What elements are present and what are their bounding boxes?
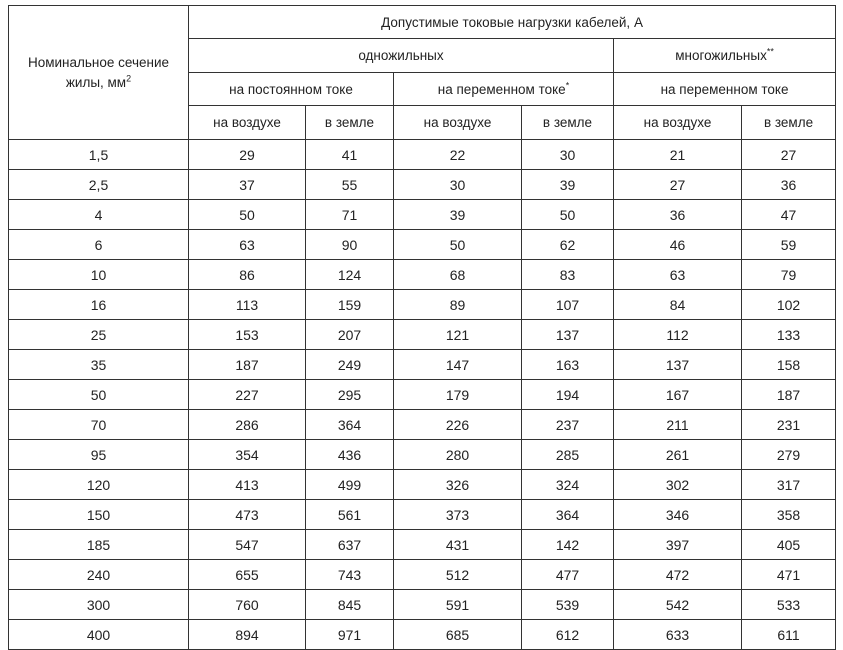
current-value-cell: 41 — [306, 140, 394, 170]
table-row — [9, 170, 836, 200]
subheader-ac-multi: на переменном токе — [614, 73, 836, 106]
current-value-cell: 107 — [522, 290, 614, 320]
squared-superscript: 2 — [126, 73, 132, 83]
cross-section-cell: 150 — [9, 500, 189, 530]
cross-section-cell: 6 — [9, 230, 189, 260]
footnote-mark-single: * — [565, 80, 570, 90]
current-value-cell: 971 — [306, 620, 394, 650]
current-value-cell: 542 — [614, 590, 742, 620]
current-value-cell: 158 — [742, 350, 836, 380]
table-row — [9, 260, 836, 290]
current-value-cell: 50 — [189, 200, 306, 230]
current-value-cell: 89 — [394, 290, 522, 320]
current-value-cell: 22 — [394, 140, 522, 170]
table-row — [9, 590, 836, 620]
current-value-cell: 187 — [742, 380, 836, 410]
cross-section-cell: 35 — [9, 350, 189, 380]
group-header-multi-core-label: многожильных — [675, 48, 767, 63]
current-value-cell: 473 — [189, 500, 306, 530]
current-value-cell: 533 — [742, 590, 836, 620]
current-value-cell: 317 — [742, 470, 836, 500]
table-title: Допустимые токовые нагрузки кабелей, А — [189, 6, 836, 39]
table-row — [9, 530, 836, 560]
current-value-cell: 55 — [306, 170, 394, 200]
subheader-ac-single-label: на переменном токе — [437, 81, 566, 97]
current-value-cell: 39 — [394, 200, 522, 230]
current-value-cell: 591 — [394, 590, 522, 620]
current-value-cell: 47 — [742, 200, 836, 230]
current-value-cell: 499 — [306, 470, 394, 500]
current-value-cell: 27 — [614, 170, 742, 200]
current-value-cell: 63 — [614, 260, 742, 290]
current-value-cell: 436 — [306, 440, 394, 470]
current-value-cell: 113 — [189, 290, 306, 320]
current-value-cell: 346 — [614, 500, 742, 530]
current-value-cell: 30 — [522, 140, 614, 170]
cross-section-cell: 50 — [9, 380, 189, 410]
cross-section-cell: 95 — [9, 440, 189, 470]
col-header-air: на воздухе — [614, 106, 742, 140]
current-value-cell: 179 — [394, 380, 522, 410]
current-value-cell: 894 — [189, 620, 306, 650]
current-value-cell: 685 — [394, 620, 522, 650]
current-value-cell: 354 — [189, 440, 306, 470]
current-value-cell: 50 — [394, 230, 522, 260]
cross-section-cell: 400 — [9, 620, 189, 650]
current-value-cell: 231 — [742, 410, 836, 440]
current-value-cell: 358 — [742, 500, 836, 530]
table-row — [9, 230, 836, 260]
current-value-cell: 477 — [522, 560, 614, 590]
current-value-cell: 124 — [306, 260, 394, 290]
table-row — [9, 290, 836, 320]
col-header-air: на воздухе — [394, 106, 522, 140]
current-value-cell: 285 — [522, 440, 614, 470]
current-value-cell: 845 — [306, 590, 394, 620]
current-value-cell: 62 — [522, 230, 614, 260]
col-header-ground: в земле — [522, 106, 614, 140]
cross-section-cell: 2,5 — [9, 170, 189, 200]
current-value-cell: 59 — [742, 230, 836, 260]
cross-section-header-line1: Номинальное сечение — [27, 54, 170, 70]
current-value-cell: 743 — [306, 560, 394, 590]
table-row — [9, 440, 836, 470]
current-value-cell: 286 — [189, 410, 306, 440]
cross-section-cell: 185 — [9, 530, 189, 560]
current-value-cell: 68 — [394, 260, 522, 290]
current-value-cell: 211 — [614, 410, 742, 440]
current-value-cell: 364 — [522, 500, 614, 530]
table-row — [9, 620, 836, 650]
current-value-cell: 153 — [189, 320, 306, 350]
current-value-cell: 163 — [522, 350, 614, 380]
current-value-cell: 397 — [614, 530, 742, 560]
current-value-cell: 159 — [306, 290, 394, 320]
current-value-cell: 226 — [394, 410, 522, 440]
cross-section-cell: 300 — [9, 590, 189, 620]
current-value-cell: 547 — [189, 530, 306, 560]
table-row — [9, 410, 836, 440]
current-value-cell: 102 — [742, 290, 836, 320]
current-value-cell: 27 — [742, 140, 836, 170]
current-value-cell: 279 — [742, 440, 836, 470]
current-value-cell: 249 — [306, 350, 394, 380]
subheader-ac-single — [394, 73, 614, 106]
cross-section-cell: 70 — [9, 410, 189, 440]
current-value-cell: 227 — [189, 380, 306, 410]
cross-section-cell: 10 — [9, 260, 189, 290]
current-value-cell: 655 — [189, 560, 306, 590]
current-value-cell: 194 — [522, 380, 614, 410]
current-value-cell: 39 — [522, 170, 614, 200]
current-value-cell: 83 — [522, 260, 614, 290]
cross-section-cell: 120 — [9, 470, 189, 500]
current-value-cell: 21 — [614, 140, 742, 170]
current-value-cell: 471 — [742, 560, 836, 590]
current-value-cell: 46 — [614, 230, 742, 260]
table-row — [9, 350, 836, 380]
current-value-cell: 63 — [189, 230, 306, 260]
current-value-cell: 472 — [614, 560, 742, 590]
col-header-ground: в земле — [306, 106, 394, 140]
table-row — [9, 140, 836, 170]
cross-section-cell: 4 — [9, 200, 189, 230]
current-value-cell: 187 — [189, 350, 306, 380]
cross-section-header — [9, 6, 189, 140]
cable-load-table — [8, 5, 836, 650]
current-value-cell: 147 — [394, 350, 522, 380]
footnote-mark-double: ** — [766, 46, 774, 57]
current-value-cell: 79 — [742, 260, 836, 290]
current-value-cell: 207 — [306, 320, 394, 350]
table-row — [9, 470, 836, 500]
table-body — [9, 140, 836, 650]
current-value-cell: 611 — [742, 620, 836, 650]
subheader-dc: на постоянном токе — [189, 73, 394, 106]
table-row — [9, 200, 836, 230]
current-value-cell: 261 — [614, 440, 742, 470]
table-row — [9, 320, 836, 350]
current-value-cell: 167 — [614, 380, 742, 410]
current-value-cell: 237 — [522, 410, 614, 440]
current-value-cell: 137 — [522, 320, 614, 350]
current-value-cell: 137 — [614, 350, 742, 380]
current-value-cell: 86 — [189, 260, 306, 290]
current-value-cell: 364 — [306, 410, 394, 440]
current-value-cell: 760 — [189, 590, 306, 620]
current-value-cell: 612 — [522, 620, 614, 650]
current-value-cell: 373 — [394, 500, 522, 530]
current-value-cell: 71 — [306, 200, 394, 230]
current-value-cell: 90 — [306, 230, 394, 260]
current-value-cell: 36 — [614, 200, 742, 230]
current-value-cell: 121 — [394, 320, 522, 350]
col-header-air: на воздухе — [189, 106, 306, 140]
current-value-cell: 84 — [614, 290, 742, 320]
table-row — [9, 500, 836, 530]
current-value-cell: 633 — [614, 620, 742, 650]
current-value-cell: 539 — [522, 590, 614, 620]
current-value-cell: 295 — [306, 380, 394, 410]
current-value-cell: 37 — [189, 170, 306, 200]
current-value-cell: 324 — [522, 470, 614, 500]
table-row — [9, 560, 836, 590]
cross-section-cell: 1,5 — [9, 140, 189, 170]
table-row — [9, 380, 836, 410]
col-header-ground: в земле — [742, 106, 836, 140]
current-value-cell: 133 — [742, 320, 836, 350]
current-value-cell: 637 — [306, 530, 394, 560]
current-value-cell: 302 — [614, 470, 742, 500]
current-value-cell: 326 — [394, 470, 522, 500]
current-value-cell: 413 — [189, 470, 306, 500]
cross-section-cell: 25 — [9, 320, 189, 350]
group-header-multi-core — [614, 39, 836, 73]
current-value-cell: 512 — [394, 560, 522, 590]
current-value-cell: 112 — [614, 320, 742, 350]
current-value-cell: 29 — [189, 140, 306, 170]
current-value-cell: 36 — [742, 170, 836, 200]
cross-section-cell: 240 — [9, 560, 189, 590]
group-header-single-core: одножильных — [189, 39, 614, 73]
current-value-cell: 405 — [742, 530, 836, 560]
current-value-cell: 431 — [394, 530, 522, 560]
cross-section-header-line2: жилы, мм — [65, 74, 127, 90]
current-value-cell: 30 — [394, 170, 522, 200]
current-value-cell: 561 — [306, 500, 394, 530]
current-value-cell: 50 — [522, 200, 614, 230]
current-value-cell: 280 — [394, 440, 522, 470]
current-value-cell: 142 — [522, 530, 614, 560]
cross-section-cell: 16 — [9, 290, 189, 320]
